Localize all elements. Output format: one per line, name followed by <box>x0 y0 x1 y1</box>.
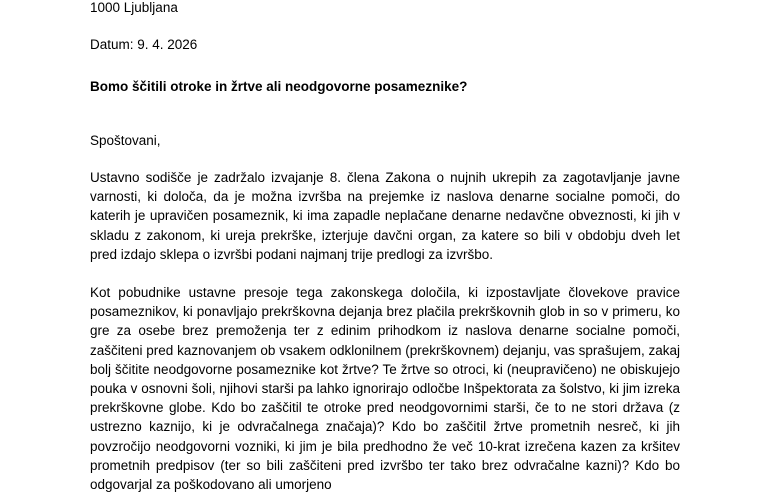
address-city-line: 1000 Ljubljana <box>90 0 178 15</box>
letter-subject: Bomo ščitili otroke in žrtve ali neodgovorne posameznike? <box>90 79 468 94</box>
paragraph-1 <box>90 168 680 264</box>
salutation: Spoštovani, <box>90 133 161 148</box>
paragraph-2 <box>90 283 680 494</box>
paragraph-1-text: Ustavno sodišče je zadržalo izvajanje 8. člena Zakona o nujnih ukrepih za zagotavljanje javne varnosti, ki določa, da je možna izvršba na prejemke iz naslova denarne socialne pomoči, do katerih je upravičen posameznik, ki ima zapadle neplačane denarne nedavčne obveznosti, ki jih v skladu z zakonom, ki ureja prekrške, izterjuje davčni organ, za katere so bili v obdobju dveh let pred izdajo sklepa o izvršbi podani najmanj trije predlogi za izvršbo. <box>90 170 680 262</box>
paragraph-2-text: Kot pobudnike ustavne presoje tega zakonskega določila, ki izpostavljate človekove pravice posameznikov, ki ponavljajo prekrškovna dejanja brez plačila prekrškovnih glob in so v primeru, ko gre za osebe brez premoženja ter z edinim prihodkom iz naslova denarne socialne pomoči, zaščiteni pred kaznovanjem ob vsakem odklonilnem (prekrškovnem) dejanju, vas sprašujem, zakaj bolj ščitite neodgovorne posameznike kot žrtve? Te žrtve so otroci, ki (neupravičeno) ne obiskujejo pouka v osnovni šoli, njihovi starši pa lahko ignorirajo odločbe Inšpektorata za šolstvo, ki jim izreka prekrškovne globe. Kdo bo zaščitil te otroke pred neodgovornimi starši, če to ne stori država (z ustrezno kaznijo, ki je odvračalnega značaja)? Kdo bo zaščitil žrtve prometnih nesreč, ki jih povzročijo neodgovorni vozniki, ki jim je bila predhodno že več 10-krat izrečena kazen za kršitev prometnih predpisov (ter so bili zaščiteni pred izvršbo ter tako brez odvračalne kazni)? Kdo bo odgovarjal za poškodovano ali umorjeno <box>90 285 680 493</box>
date-line: Datum: 9. 4. 2026 <box>90 37 198 52</box>
